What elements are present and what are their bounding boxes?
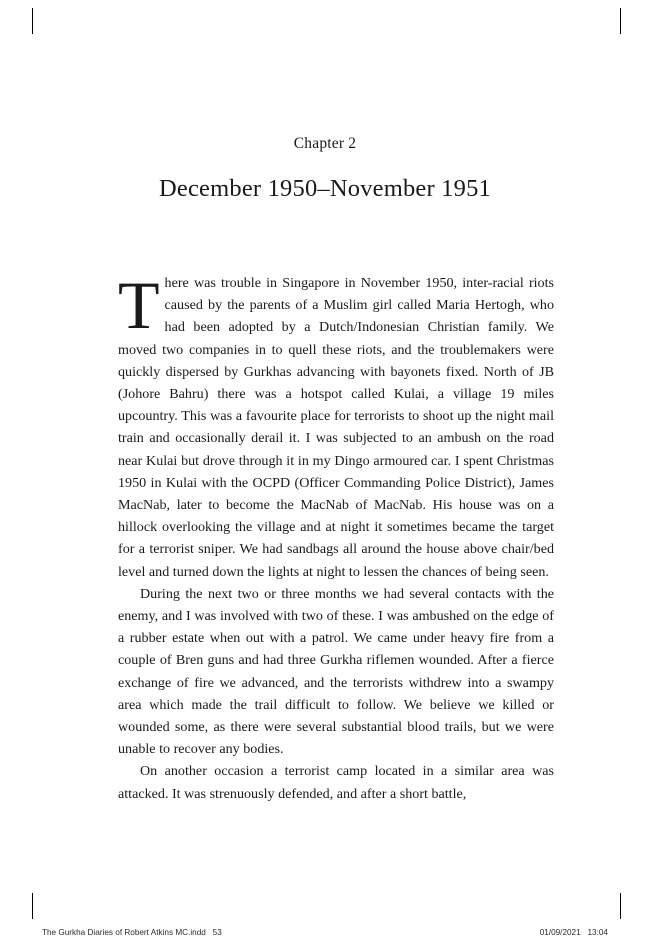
crop-mark-bottom-right — [620, 893, 621, 919]
footer-date: 01/09/2021 — [539, 928, 581, 937]
drop-cap: T — [118, 267, 160, 343]
crop-mark-bottom-left — [32, 893, 33, 919]
paragraph-2: During the next two or three months we had several contacts with the enemy, and I was involved with two of these. I was ambushed on the edge of a rubber estate when out with a patrol. We came under heavy fire from a couple of Bren guns and had three Gurkha riflemen wounded. After a fierce exchange of fire we advanced, and the terrorists withdrew into a swampy area which made the trail difficult to follow. We believe we killed or wounded some, as there were several substantial blood trails, but we were unable to recover any bodies. — [118, 585, 554, 758]
footer-file-info: The Gurkha Diaries of Robert Atkins MC.indd 53 — [42, 928, 222, 937]
paragraph-1 — [118, 267, 554, 583]
page-footer — [42, 928, 608, 937]
crop-mark-top-left — [32, 8, 33, 34]
crop-mark-top-right — [620, 8, 621, 34]
paragraph-1-text: here was trouble in Singapore in November 1950, inter-racial riots caused by the parents of a Muslim girl called Maria Hertogh, who had been adopted by a Dutch/Indonesian Christian family. We moved two companies in to quell these riots, and the troublemakers were quickly dispersed by Gurkhas advancing with bayonets fixed. North of JB (Johore Bahru) there was a hotspot called Kulai, a village 19 miles upcountry. This was a favourite place for terrorists to shoot up the night mail train and occasionally derail it. I was subjected to an ambush on the road near Kulai but drove through it in my Dingo armoured car. I spent Christmas 1950 in Kulai with the OCPD (Officer Commanding Police District), James MacNab, later to become the MacNab of MacNab. His house was on a hillock overlooking the village and at night it sometimes became the target for a terrorist sniper. We had sandbags all around the house above chair/bed level and turned down the lights at night to lessen the chances of being seen. — [118, 275, 554, 580]
chapter-title: December 1950–November 1951 — [159, 175, 491, 202]
paragraph-3: On another occasion a terrorist camp located in a similar area was attacked. It was strenuously defended, and after a short battle, — [118, 763, 554, 802]
chapter-number: Chapter 2 — [293, 135, 357, 152]
footer-timestamp — [540, 928, 608, 937]
footer-time: 13:04 — [587, 928, 608, 937]
body-text — [118, 267, 554, 805]
